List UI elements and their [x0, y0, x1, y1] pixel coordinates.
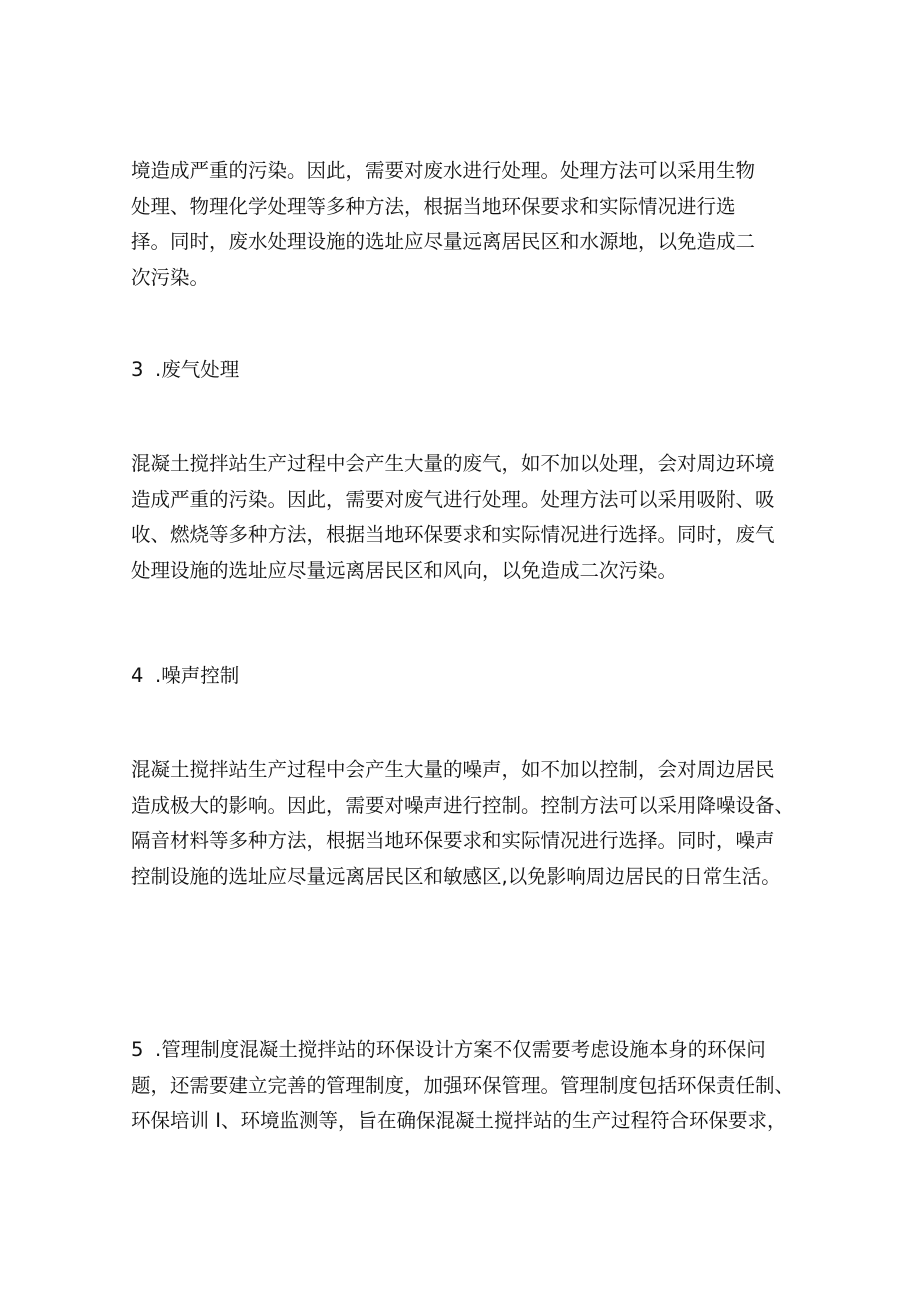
paragraph-wastewater-tail: [131, 153, 803, 295]
text-line: 造成极大的影响。因此，需要对噪声进行控制。控制方法可以采用降噪设备、: [131, 793, 795, 817]
text-line: 环保培训 I、环境监测等，旨在确保混凝土搅拌站的生产过程符合环保要求，: [131, 1109, 787, 1132]
section-3-heading: [131, 356, 239, 384]
text-line: 题，还需要建立完善的管理制度，加强环保管理。管理制度包括环保责任制、: [131, 1073, 795, 1097]
section-3-title: .废气处理: [155, 358, 240, 381]
text-line: 处理设施的选址应尽量远离居民区和风向，以免造成二次污染。: [131, 558, 678, 582]
section-3-number: 3: [131, 358, 144, 381]
text-line: [131, 1032, 803, 1068]
text-line: 混凝土搅拌站生产过程中会产生大量的废气，如不加以处理，会对周边环境: [131, 452, 775, 475]
section-4-title: .噪声控制: [155, 664, 240, 687]
section-5-number: 5: [131, 1038, 144, 1061]
section-5-first-line: .管理制度混凝土搅拌站的环保设计方案不仅需要考虑设施本身的环保问: [155, 1038, 766, 1061]
text-line: 控制设施的选址应尽量远离居民区和敏感区,以免影响周边居民的日常生活。: [131, 864, 781, 888]
text-line: 次污染。: [131, 265, 210, 289]
section-4-number: 4: [131, 664, 144, 687]
section-4-heading: [131, 662, 239, 690]
section-3-paragraph: [131, 446, 803, 588]
text-line: 隔音材料等多种方法，根据当地环保要求和实际情况进行选择。同时，噪声: [131, 829, 775, 852]
text-line: 择。同时，废水处理设施的选址应尽量远离居民区和水源地，以免造成二: [131, 230, 756, 253]
text-line: 境造成严重的污染。因此，需要对废水进行处理。处理方法可以采用生物: [131, 159, 756, 182]
text-line: 收、燃烧等多种方法，根据当地环保要求和实际情况进行选择。同时，废气: [131, 523, 775, 546]
text-line: 造成严重的污染。因此，需要对废气进行处理。处理方法可以采用吸附、吸: [131, 487, 775, 511]
text-line: 混凝土搅拌站生产过程中会产生大量的噪声，如不加以控制，会对周边居民: [131, 758, 775, 781]
text-line: 处理、物理化学处理等多种方法，根据当地环保要求和实际情况进行选: [131, 194, 736, 218]
section-4-paragraph: [131, 752, 803, 894]
section-5-paragraph: [131, 1032, 803, 1139]
